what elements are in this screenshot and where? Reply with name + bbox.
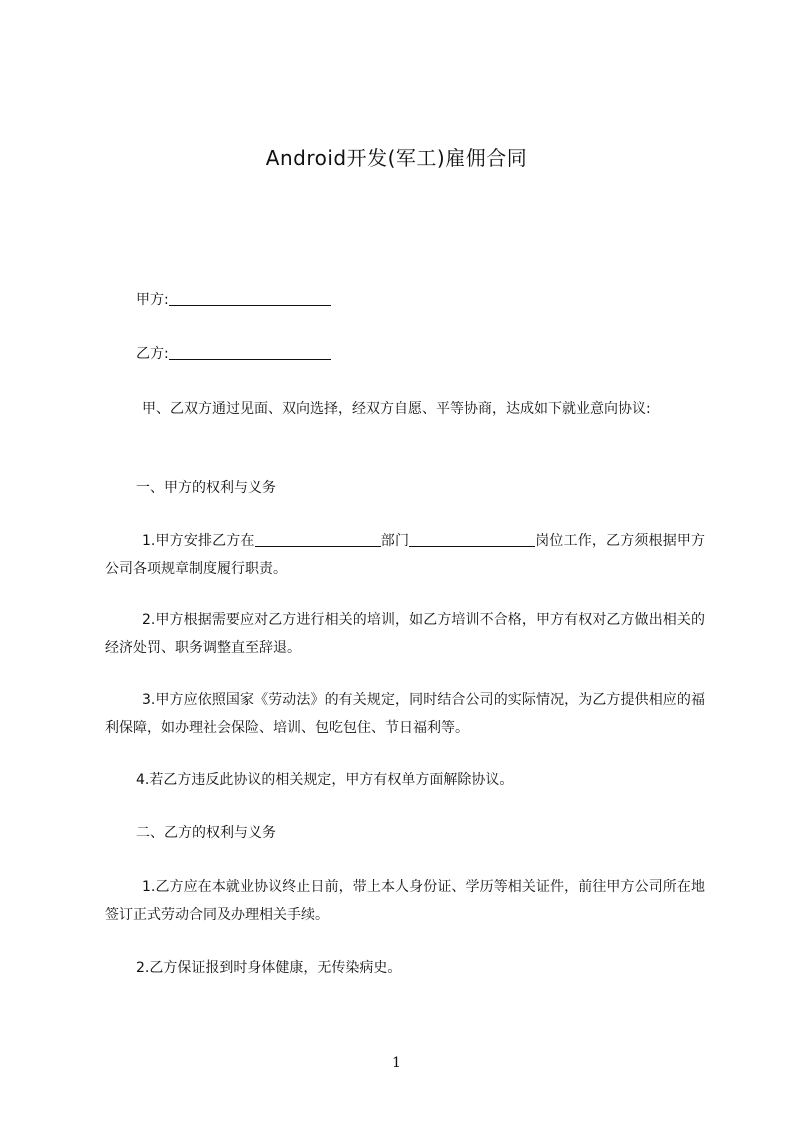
party-b-label: 乙方: [136,346,169,362]
s1-item1-text-c: 岗位工作，乙方须根据甲方公司各项规章制度履行职责。 [105,533,706,577]
section-2-item-2: 2.乙方保证报到时身体健康，无传染病史。 [136,960,402,976]
section-1-heading: 一、甲方的权利与义务 [136,480,276,496]
position-blank [409,530,535,547]
department-blank [255,530,381,547]
party-b-blank [169,343,331,360]
section-2-heading: 二、乙方的权利与义务 [136,825,276,841]
page-number: 1 [392,1055,401,1071]
party-a-label: 甲方: [136,292,169,308]
s1-item1-text-b: 部门 [380,533,410,549]
section-2-item-1: 1.乙方应在本就业协议终止日前，带上本人身份证、学历等相关证件，前往甲方公司所在地签订正式劳动合同及办理相关手续。 [105,879,705,923]
document-title: Android开发(军工)雇佣合同 [265,146,528,170]
party-a-blank [169,289,331,306]
intro-paragraph: 甲、乙双方通过见面、双向选择，经双方自愿、平等协商，达成如下就业意向协议: [142,401,651,417]
section-1-item-4: 4.若乙方违反此协议的相关规定，甲方有权单方面解除协议。 [136,772,514,788]
section-1-item-2: 2.甲方根据需要应对乙方进行相关的培训，如乙方培训不合格，甲方有权对乙方做出相关的经济处罚、职务调整直至辞退。 [105,612,705,656]
party-a-line [136,286,331,314]
section-1-item-3: 3.甲方应依照国家《劳动法》的有关规定，同时结合公司的实际情况，为乙方提供相应的福利保障，如办理社会保险、培训、包吃包住、节日福利等。 [105,692,705,736]
s1-item1-text-a: 1.甲方安排乙方在 [142,533,255,549]
party-b-line [136,340,331,368]
section-1-item-1 [105,527,705,583]
